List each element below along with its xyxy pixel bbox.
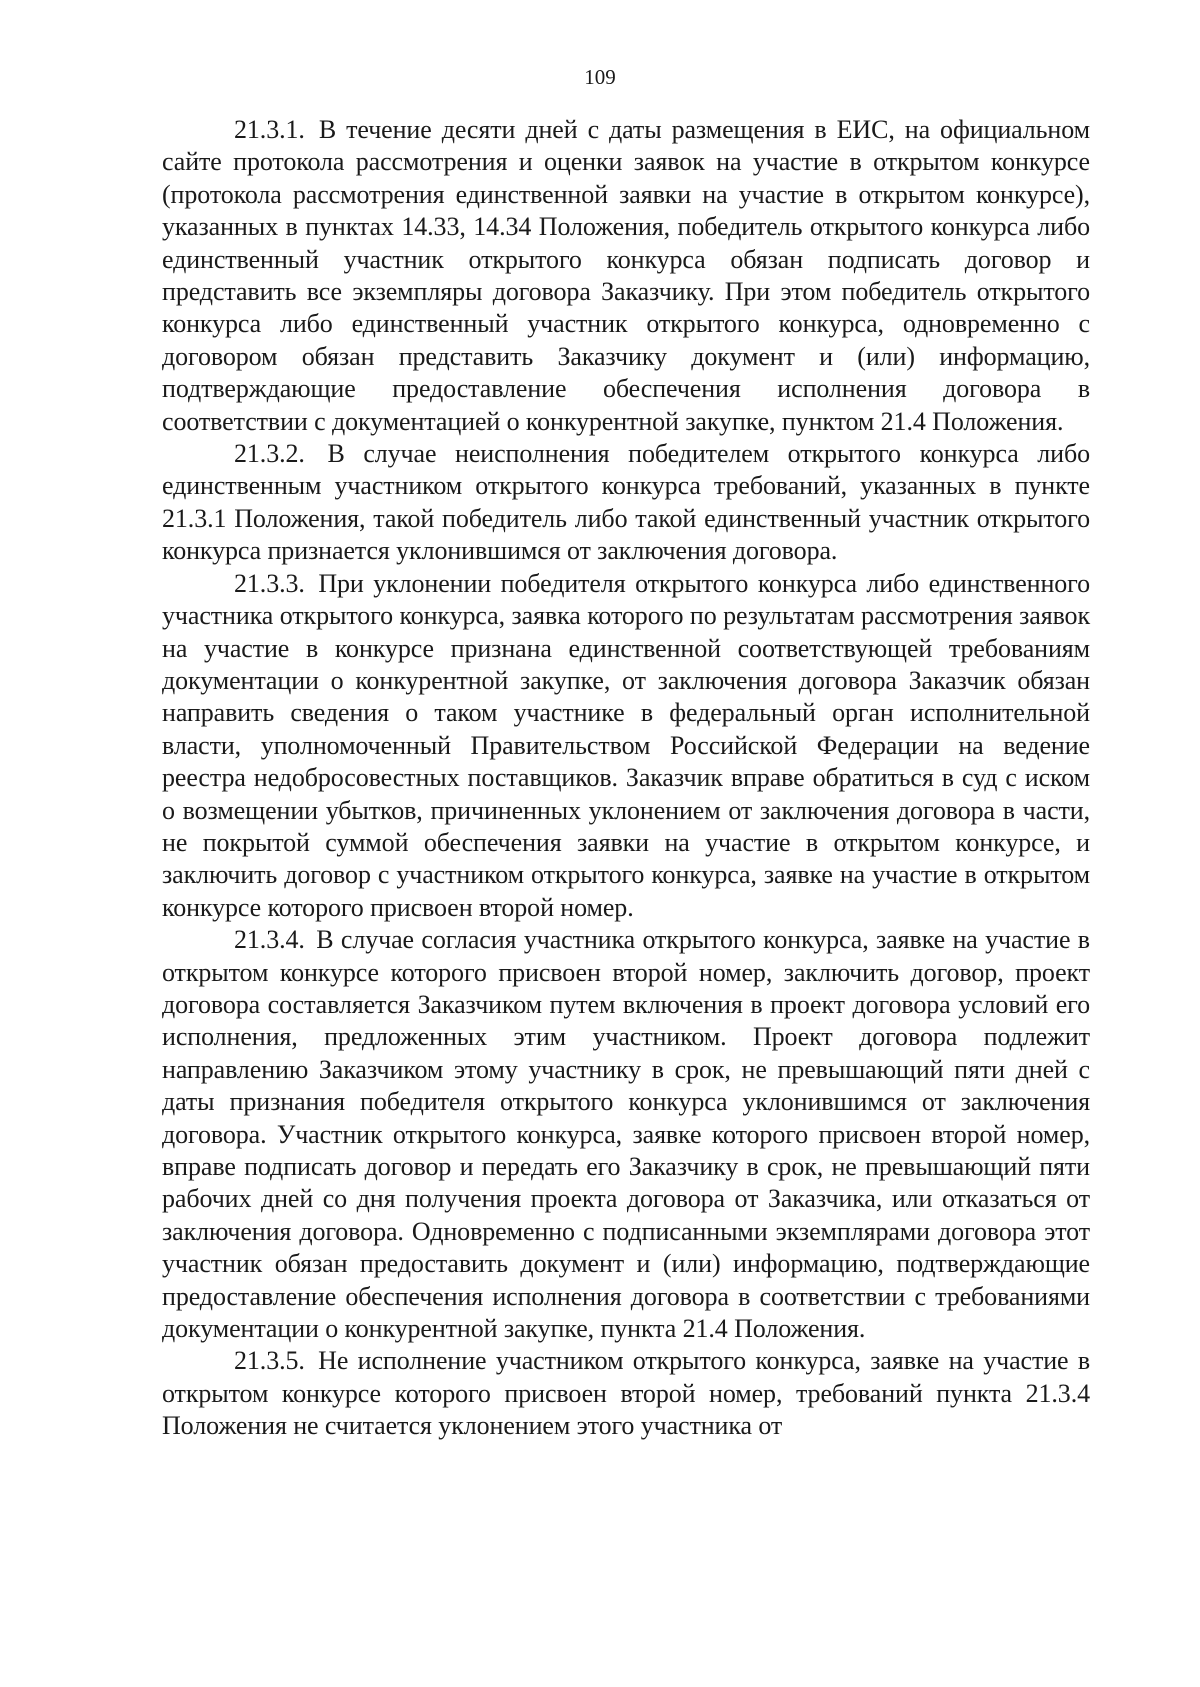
paragraph-number: 21.3.1.: [234, 115, 305, 144]
paragraph-21-3-3: [162, 568, 1090, 924]
paragraph-21-3-4: [162, 924, 1090, 1345]
paragraph-number: 21.3.5.: [234, 1346, 305, 1376]
paragraph-number: 21.3.2.: [234, 439, 305, 469]
paragraph-text: В случае согласия участника открытого конкурса, заявке на участие в открытом конкурсе которого присвоен второй номер, заключить договор, проект договора составляется Заказчиком путем включения в проект договора условий его исполнения, предложенных этим участником. Проект договора подлежит направлению Заказчиком этому участнику в срок, не превышающий пяти дней с даты признания победителя открытого конкурса уклонившимся от заключения договора. Участник открытого конкурса, заявке которого присвоен второй номер, вправе подписать договор и передать его Заказчику в срок, не превышающий пяти рабочих дней со дня получения проекта договора от Заказчика, или отказаться от заключения договора. Одновременно с подписанными экземплярами договора этот участник обязан предоставить документ и (или) информацию, подтверждающие предоставление обеспечения исполнения договора в соответствии с требованиями документации о конкурентной закупке, пункта 21.4 Положения.: [162, 925, 1090, 1344]
paragraph-text: При уклонении победителя открытого конкурса либо единственного участника открытого конкурса, заявка которого по результатам рассмотрения заявок на участие в конкурсе признана единственной соответствующей требованиям документации о конкурентной закупке, от заключения договора Заказчик обязан направить сведения о таком участнике в федеральный орган исполнительной власти, уполномоченный Правительством Российской Федерации на ведение реестра недобросовестных поставщиков. Заказчик вправе обратиться в суд с иском о возмещении убытков, причиненных уклонением от заключения договора в части, не покрытой суммой обеспечения заявки на участие в открытом конкурсе, и заключить договор с участником открытого конкурса, заявке на участие в открытом конкурсе которого присвоен второй номер.: [162, 568, 1090, 922]
paragraph-number: 21.3.3.: [234, 568, 305, 598]
paragraph-number: 21.3.4.: [234, 925, 305, 955]
paragraph-text: В течение десяти дней с даты размещения в ЕИС, на официальном сайте протокола рассмотрения и оценки заявок на участие в открытом конкурсе (протокола рассмотрения единственной заявки на участие в открытом конкурсе), указанных в пунктах 14.33, 14.34 Положения, победитель открытого конкурса либо единственный участник открытого конкурса обязан подписать договор и представить все экземпляры договора Заказчику. При этом победитель открытого конкурса либо единственный участник открытого конкурса, одновременно с договором обязан представить Заказчику документ и (или) информацию, подтверждающие предоставление обеспечения исполнения договора в соответствии с документацией о конкурентной закупке, пунктом 21.4 Положения.: [162, 115, 1091, 436]
paragraph-21-3-2: [162, 438, 1090, 568]
paragraph-21-3-1: [162, 114, 1090, 438]
page-number: 109: [584, 65, 616, 89]
paragraph-text: Не исполнение участником открытого конкурса, заявке на участие в открытом конкурсе которого присвоен второй номер, требований пункта 21.3.4 Положения не считается уклонением этого участника от: [162, 1346, 1090, 1441]
paragraph-text: В случае неисполнения победителем открытого конкурса либо единственным участником открытого конкурса требований, указанных в пункте 21.3.1 Положения, такой победитель либо такой единственный участник открытого конкурса признается уклонившимся от заключения договора.: [162, 439, 1090, 566]
document-body: [162, 114, 1090, 1443]
paragraph-21-3-5: [162, 1345, 1090, 1442]
